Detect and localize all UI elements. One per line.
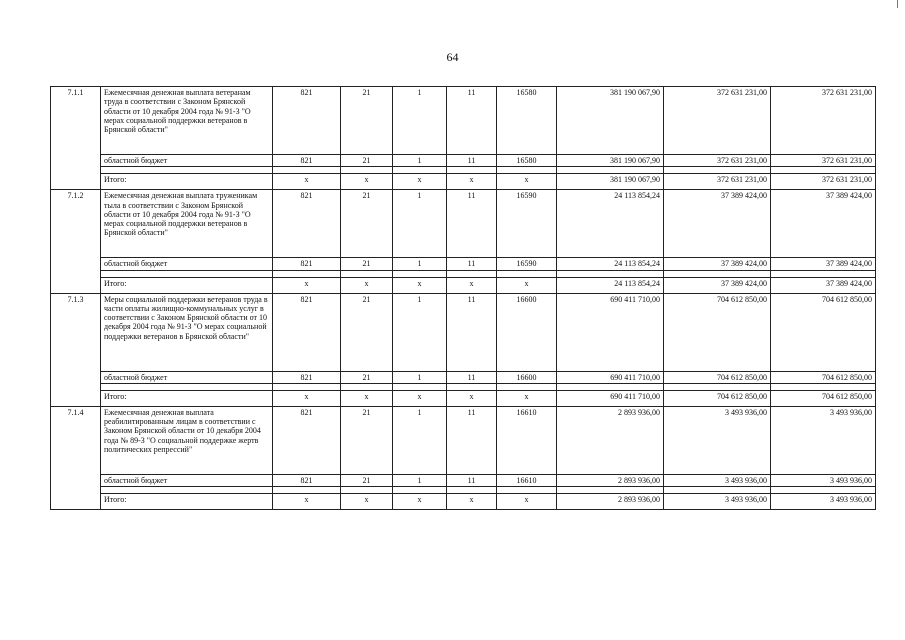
amount-cell: 381 190 067,90 — [557, 155, 664, 167]
amount-cell: 381 190 067,90 — [557, 87, 664, 155]
table-row — [51, 494, 876, 510]
table-row — [51, 371, 876, 383]
table-row — [51, 174, 876, 190]
spacer-cell — [341, 487, 393, 494]
amount-cell: 372 631 231,00 — [771, 174, 876, 190]
amount-cell: 704 612 850,00 — [771, 293, 876, 371]
table-row — [51, 258, 876, 270]
code-cell: х — [393, 390, 447, 406]
code-cell: 21 — [341, 371, 393, 383]
spacer-cell — [771, 487, 876, 494]
amount-cell: 2 893 936,00 — [557, 474, 664, 486]
code-cell: 16610 — [497, 474, 557, 486]
amount-cell: 690 411 710,00 — [557, 390, 664, 406]
row-number: 7.1.2 — [51, 190, 101, 293]
spacer-cell — [557, 270, 664, 277]
code-cell: х — [273, 494, 341, 510]
page-number: 64 — [446, 50, 459, 64]
code-cell: 1 — [393, 87, 447, 155]
amount-cell: 37 389 424,00 — [771, 190, 876, 258]
code-cell: 16580 — [497, 87, 557, 155]
code-cell: 1 — [393, 474, 447, 486]
amount-cell: 704 612 850,00 — [771, 390, 876, 406]
total-label: Итого: — [101, 494, 273, 510]
budget-source: областной бюджет — [101, 155, 273, 167]
spacer-cell — [557, 487, 664, 494]
spacer-cell — [273, 270, 341, 277]
code-cell: х — [497, 494, 557, 510]
code-cell: 16590 — [497, 258, 557, 270]
amount-cell: 372 631 231,00 — [771, 87, 876, 155]
code-cell: 11 — [447, 155, 497, 167]
table-row — [51, 87, 876, 155]
spacer-cell — [341, 270, 393, 277]
spacer-cell — [393, 487, 447, 494]
amount-cell: 704 612 850,00 — [664, 390, 771, 406]
amount-cell: 3 493 936,00 — [664, 494, 771, 510]
spacer-cell — [557, 383, 664, 390]
code-cell: х — [497, 390, 557, 406]
amount-cell: 37 389 424,00 — [664, 258, 771, 270]
code-cell: 1 — [393, 406, 447, 474]
amount-cell: 704 612 850,00 — [771, 371, 876, 383]
spacer-cell — [664, 487, 771, 494]
spacer-cell — [664, 383, 771, 390]
code-cell: 11 — [447, 406, 497, 474]
item-description: Меры социальной поддержки ветеранов труда в части оплаты жилищно-коммунальных услуг в соответствии с Законом Брянской области от 10 декабря 2004 года № 91-З "О мерах социальной поддержки ветеранов в Брянской области" — [101, 293, 273, 371]
amount-cell: 37 389 424,00 — [664, 277, 771, 293]
code-cell: 16600 — [497, 293, 557, 371]
amount-cell: 3 493 936,00 — [771, 406, 876, 474]
amount-cell: 24 113 854,24 — [557, 190, 664, 258]
code-cell: 11 — [447, 190, 497, 258]
spacer-row — [51, 270, 876, 277]
spacer-row — [51, 383, 876, 390]
item-description: Ежемесячная денежная выплата ветеранам труда в соответствии с Законом Брянской области от 10 декабря 2004 года № 91-З "О мерах социальной поддержки ветеранов в Брянской области" — [101, 87, 273, 155]
code-cell: 1 — [393, 155, 447, 167]
amount-cell: 37 389 424,00 — [771, 277, 876, 293]
code-cell: 21 — [341, 258, 393, 270]
code-cell: х — [393, 277, 447, 293]
amount-cell: 704 612 850,00 — [664, 371, 771, 383]
spacer-cell — [447, 487, 497, 494]
spacer-cell — [341, 383, 393, 390]
table-row — [51, 277, 876, 293]
code-cell: 821 — [273, 258, 341, 270]
total-label: Итого: — [101, 390, 273, 406]
code-cell: х — [273, 174, 341, 190]
spacer-cell — [771, 167, 876, 174]
amount-cell: 690 411 710,00 — [557, 293, 664, 371]
code-cell: 21 — [341, 87, 393, 155]
item-description: Ежемесячная денежная выплата труженикам тыла в соответствии с Законом Брянской области от 10 декабря 2004 года № 91-З "О мерах социальной поддержки ветеранов в Брянской области" — [101, 190, 273, 258]
code-cell: 21 — [341, 293, 393, 371]
total-label: Итого: — [101, 277, 273, 293]
spacer-row — [51, 487, 876, 494]
amount-cell: 2 893 936,00 — [557, 494, 664, 510]
code-cell: х — [341, 494, 393, 510]
amount-cell: 3 493 936,00 — [664, 406, 771, 474]
code-cell: 1 — [393, 371, 447, 383]
code-cell: х — [447, 174, 497, 190]
code-cell: х — [273, 277, 341, 293]
spacer-cell — [771, 383, 876, 390]
amount-cell: 381 190 067,90 — [557, 174, 664, 190]
budget-source: областной бюджет — [101, 371, 273, 383]
code-cell: 16590 — [497, 190, 557, 258]
spacer-row — [51, 167, 876, 174]
code-cell: 821 — [273, 190, 341, 258]
spacer-cell — [497, 487, 557, 494]
spacer-cell — [447, 167, 497, 174]
code-cell: 16580 — [497, 155, 557, 167]
code-cell: х — [497, 174, 557, 190]
amount-cell: 372 631 231,00 — [664, 155, 771, 167]
code-cell: 16600 — [497, 371, 557, 383]
table-row — [51, 190, 876, 258]
spacer-cell — [101, 487, 273, 494]
code-cell: 21 — [341, 474, 393, 486]
spacer-cell — [447, 270, 497, 277]
spacer-cell — [393, 270, 447, 277]
table-body — [51, 87, 876, 510]
code-cell: 11 — [447, 258, 497, 270]
spacer-cell — [273, 383, 341, 390]
code-cell: х — [447, 277, 497, 293]
code-cell: 821 — [273, 155, 341, 167]
amount-cell: 24 113 854,24 — [557, 277, 664, 293]
spacer-cell — [273, 167, 341, 174]
amount-cell: 2 893 936,00 — [557, 406, 664, 474]
spacer-cell — [664, 167, 771, 174]
spacer-cell — [447, 383, 497, 390]
code-cell: 1 — [393, 190, 447, 258]
code-cell: 11 — [447, 474, 497, 486]
budget-source: областной бюджет — [101, 474, 273, 486]
amount-cell: 37 389 424,00 — [664, 190, 771, 258]
code-cell: 821 — [273, 371, 341, 383]
budget-table — [50, 86, 876, 510]
table-row — [51, 390, 876, 406]
code-cell: х — [341, 277, 393, 293]
amount-cell: 372 631 231,00 — [771, 155, 876, 167]
amount-cell: 24 113 854,24 — [557, 258, 664, 270]
table-row — [51, 474, 876, 486]
row-number: 7.1.4 — [51, 406, 101, 509]
spacer-cell — [273, 487, 341, 494]
code-cell: х — [341, 174, 393, 190]
total-label: Итого: — [101, 174, 273, 190]
spacer-cell — [771, 270, 876, 277]
amount-cell: 372 631 231,00 — [664, 174, 771, 190]
spacer-cell — [393, 167, 447, 174]
code-cell: 821 — [273, 87, 341, 155]
code-cell: х — [393, 494, 447, 510]
code-cell: 821 — [273, 293, 341, 371]
row-number: 7.1.3 — [51, 293, 101, 406]
spacer-cell — [497, 270, 557, 277]
code-cell: х — [447, 390, 497, 406]
table-row — [51, 406, 876, 474]
spacer-cell — [101, 383, 273, 390]
amount-cell: 37 389 424,00 — [771, 258, 876, 270]
row-number: 7.1.1 — [51, 87, 101, 190]
amount-cell: 690 411 710,00 — [557, 371, 664, 383]
code-cell: 821 — [273, 406, 341, 474]
code-cell: 21 — [341, 406, 393, 474]
code-cell: х — [393, 174, 447, 190]
code-cell: 11 — [447, 371, 497, 383]
code-cell: 1 — [393, 293, 447, 371]
amount-cell: 3 493 936,00 — [771, 494, 876, 510]
code-cell: 16610 — [497, 406, 557, 474]
spacer-cell — [341, 167, 393, 174]
corner-mark — [897, 0, 898, 8]
spacer-cell — [557, 167, 664, 174]
spacer-cell — [101, 270, 273, 277]
spacer-cell — [101, 167, 273, 174]
budget-source: областной бюджет — [101, 258, 273, 270]
amount-cell: 3 493 936,00 — [664, 474, 771, 486]
code-cell: х — [341, 390, 393, 406]
code-cell: х — [497, 277, 557, 293]
code-cell: 21 — [341, 155, 393, 167]
code-cell: 11 — [447, 87, 497, 155]
amount-cell: 704 612 850,00 — [664, 293, 771, 371]
item-description: Ежемесячная денежная выплата реабилитированным лицам в соответствии с Законом Брянской области от 10 декабря 2004 года № 89-З "О социальной поддержке жертв политических репрессий" — [101, 406, 273, 474]
spacer-cell — [393, 383, 447, 390]
amount-cell: 372 631 231,00 — [664, 87, 771, 155]
code-cell: 1 — [393, 258, 447, 270]
spacer-cell — [497, 167, 557, 174]
code-cell: 821 — [273, 474, 341, 486]
code-cell: х — [447, 494, 497, 510]
code-cell: х — [273, 390, 341, 406]
table-row — [51, 293, 876, 371]
table-row — [51, 155, 876, 167]
code-cell: 11 — [447, 293, 497, 371]
spacer-cell — [497, 383, 557, 390]
spacer-cell — [664, 270, 771, 277]
amount-cell: 3 493 936,00 — [771, 474, 876, 486]
code-cell: 21 — [341, 190, 393, 258]
